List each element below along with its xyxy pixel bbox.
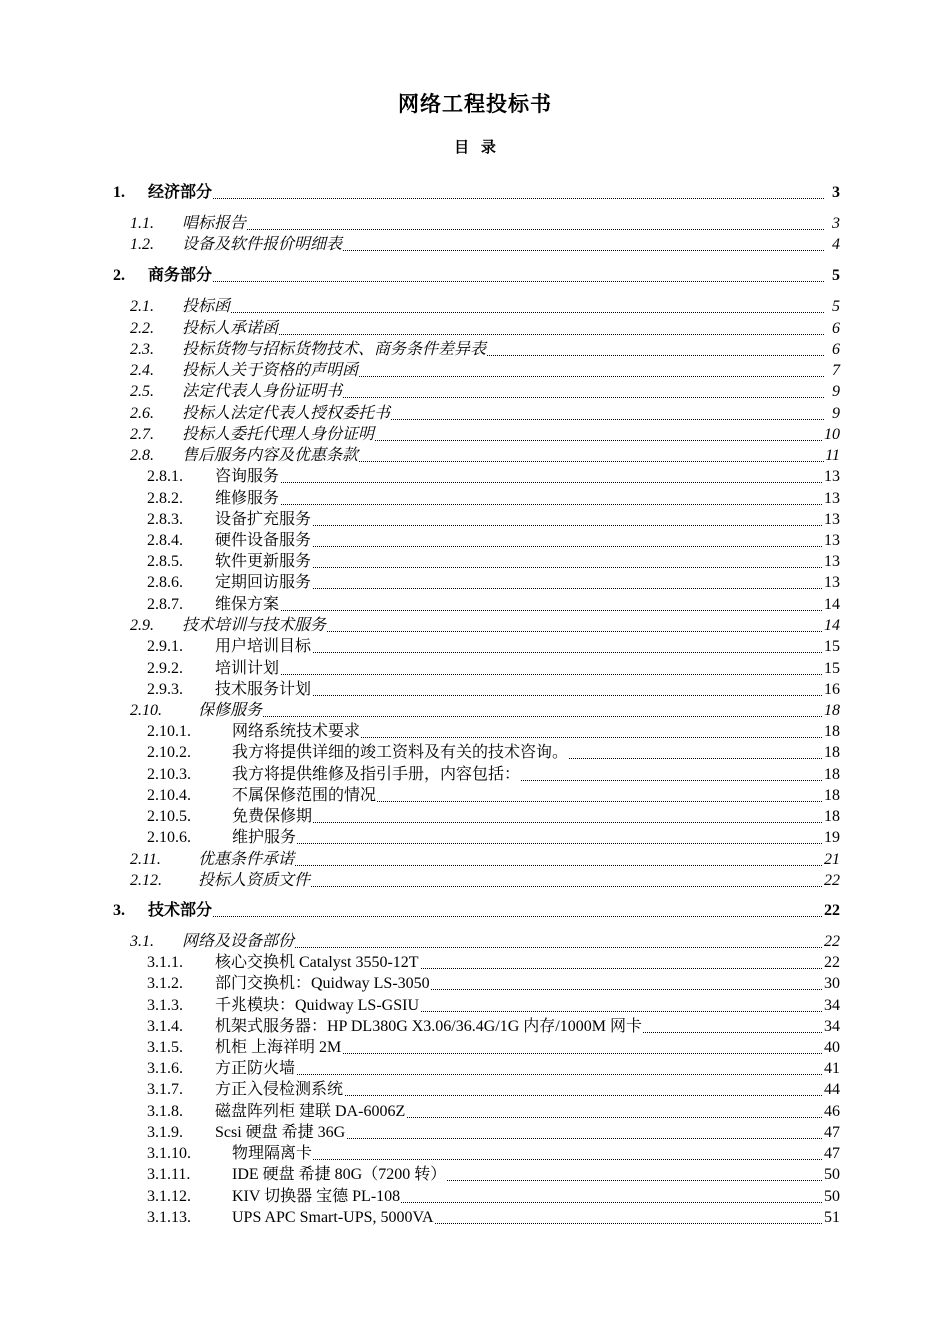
toc-entry-number: 2.8.3. bbox=[147, 511, 183, 528]
toc-entry[interactable] bbox=[0, 403, 950, 424]
toc-entry-title: UPS APC Smart-UPS, 5000VA bbox=[232, 1209, 434, 1226]
toc-entry-title: 咨询服务 bbox=[215, 468, 280, 485]
toc-entry-page: 18 bbox=[824, 766, 840, 783]
toc-entry-page: 10 bbox=[824, 426, 840, 443]
toc-entry[interactable] bbox=[0, 658, 950, 679]
toc-entry-title: KIV 切换器 宝德 PL-108 bbox=[232, 1188, 401, 1205]
toc-entry-title: 唱标报告 bbox=[182, 215, 247, 232]
toc-entry-title: 网络及设备部份 bbox=[182, 933, 295, 950]
toc-entry[interactable] bbox=[0, 900, 950, 921]
toc-entry-page: 13 bbox=[824, 490, 840, 507]
toc-entry-title: 物理隔离卡 bbox=[232, 1145, 313, 1162]
toc-dot-leader bbox=[182, 229, 824, 230]
toc-entry-title: IDE 硬盘 希捷 80G（7200 转） bbox=[232, 1166, 447, 1183]
toc-entry[interactable] bbox=[0, 700, 950, 721]
toc-entry-title: 投标函 bbox=[182, 298, 231, 315]
toc-entry-title: 方正入侵检测系统 bbox=[215, 1081, 344, 1098]
toc-entry-title: 售后服务内容及优惠条款 bbox=[182, 447, 359, 464]
toc-entry-title: 不属保修范围的情况 bbox=[232, 787, 377, 804]
toc-dot-leader bbox=[148, 281, 824, 282]
toc-entry[interactable] bbox=[0, 509, 950, 530]
toc-entry[interactable] bbox=[0, 234, 950, 255]
toc-entry[interactable] bbox=[0, 466, 950, 487]
toc-entry-title: 经济部分 bbox=[148, 184, 213, 201]
toc-entry-page: 22 bbox=[824, 902, 840, 919]
toc-entry-page: 3 bbox=[832, 215, 840, 232]
toc-dot-leader bbox=[215, 674, 824, 675]
toc-entry-title: 技术培训与技术服务 bbox=[182, 617, 327, 634]
toc-entry-title: 培训计划 bbox=[215, 660, 280, 677]
document-title: 网络工程投标书 bbox=[398, 92, 552, 116]
toc-entry[interactable] bbox=[0, 785, 950, 806]
toc-entry[interactable] bbox=[0, 213, 950, 234]
toc-entry[interactable] bbox=[0, 973, 950, 994]
toc-entry-page: 7 bbox=[832, 362, 840, 379]
toc-entry[interactable] bbox=[0, 339, 950, 360]
toc-entry-page: 13 bbox=[824, 532, 840, 549]
toc-entry-number: 2.10. bbox=[130, 702, 162, 719]
toc-entry-number: 3. bbox=[113, 902, 125, 919]
toc-entry-page: 34 bbox=[824, 997, 840, 1014]
toc-entry-number: 3.1.12. bbox=[147, 1188, 191, 1205]
toc-entry[interactable] bbox=[0, 1122, 950, 1143]
toc-entry[interactable] bbox=[0, 615, 950, 636]
toc-entry-page: 46 bbox=[824, 1103, 840, 1120]
toc-entry-title: 投标人委托代理人身份证明 bbox=[182, 426, 375, 443]
toc-entry-page: 41 bbox=[824, 1060, 840, 1077]
toc-entry-number: 2.6. bbox=[130, 405, 154, 422]
toc-entry-title: 投标人关于资格的声明函 bbox=[182, 362, 359, 379]
toc-entry[interactable] bbox=[0, 488, 950, 509]
toc-entry-number: 2.9.2. bbox=[147, 660, 183, 677]
toc-entry-page: 15 bbox=[824, 638, 840, 655]
toc-entry-number: 1. bbox=[113, 184, 125, 201]
toc-dot-leader bbox=[148, 916, 824, 917]
toc-entry-number: 3.1.7. bbox=[147, 1081, 183, 1098]
toc-entry-title: 机架式服务器：HP DL380G X3.06/36.4G/1G 内存/1000M 网卡 bbox=[215, 1018, 642, 1035]
toc-entry-number: 2.8.5. bbox=[147, 553, 183, 570]
toc-entry[interactable] bbox=[0, 721, 950, 742]
toc-entry-number: 2. bbox=[113, 267, 125, 284]
toc-entry-title: 设备扩充服务 bbox=[215, 511, 312, 528]
toc-entry-title: 设备及软件报价明细表 bbox=[182, 236, 343, 253]
toc-entry[interactable] bbox=[0, 679, 950, 700]
toc-entry-page: 6 bbox=[832, 341, 840, 358]
toc-entry-number: 3.1.2. bbox=[147, 975, 183, 992]
toc-entry[interactable] bbox=[0, 764, 950, 785]
toc-entry-number: 2.8.7. bbox=[147, 596, 183, 613]
toc-entry[interactable] bbox=[0, 806, 950, 827]
toc-entry-number: 2.8. bbox=[130, 447, 154, 464]
toc-dot-leader bbox=[215, 504, 824, 505]
toc-entry[interactable] bbox=[0, 318, 950, 339]
toc-entry-number: 2.10.2. bbox=[147, 744, 191, 761]
toc-entry-number: 2.8.2. bbox=[147, 490, 183, 507]
toc-entry-page: 5 bbox=[832, 298, 840, 315]
toc-entry-number: 2.10.5. bbox=[147, 808, 191, 825]
toc-entry-number: 2.9. bbox=[130, 617, 154, 634]
toc-entry-title: 维护服务 bbox=[232, 829, 297, 846]
toc-entry[interactable] bbox=[0, 1143, 950, 1164]
toc-entry-title: 核心交换机 Catalyst 3550-12T bbox=[215, 954, 419, 971]
toc-entry-number: 2.10.3. bbox=[147, 766, 191, 783]
toc-entry-page: 11 bbox=[825, 447, 840, 464]
toc-entry-page: 5 bbox=[832, 267, 840, 284]
toc-entry-number: 2.4. bbox=[130, 362, 154, 379]
toc-entry-number: 1.1. bbox=[130, 215, 154, 232]
toc-entry-page: 13 bbox=[824, 468, 840, 485]
toc-entry[interactable] bbox=[0, 572, 950, 593]
toc-entry-title: 我方将提供详细的竣工资料及有关的技术咨询。 bbox=[232, 744, 569, 761]
toc-entry-title: 定期回访服务 bbox=[215, 574, 312, 591]
toc-entry[interactable] bbox=[0, 360, 950, 381]
toc-entry-number: 3.1.9. bbox=[147, 1124, 183, 1141]
toc-entry-title: 投标人承诺函 bbox=[182, 320, 279, 337]
toc-dot-leader bbox=[232, 822, 824, 823]
toc-entry-page: 3 bbox=[832, 184, 840, 201]
toc-entry-page: 18 bbox=[824, 808, 840, 825]
toc-entry-number: 2.8.6. bbox=[147, 574, 183, 591]
toc-entry-page: 9 bbox=[832, 383, 840, 400]
toc-entry-number: 1.2. bbox=[130, 236, 154, 253]
toc-entry-number: 3.1. bbox=[130, 933, 154, 950]
toc-entry[interactable] bbox=[0, 636, 950, 657]
toc-entry-page: 13 bbox=[824, 511, 840, 528]
toc-entry-title: 免费保修期 bbox=[232, 808, 313, 825]
toc-entry-title: 硬件设备服务 bbox=[215, 532, 312, 549]
toc-entry[interactable] bbox=[0, 381, 950, 402]
toc-entry[interactable] bbox=[0, 424, 950, 445]
toc-entry-number: 3.1.3. bbox=[147, 997, 183, 1014]
toc-dot-leader bbox=[215, 1074, 824, 1075]
toc-entry-number: 2.11. bbox=[130, 851, 161, 868]
toc-entry-page: 44 bbox=[824, 1081, 840, 1098]
toc-entry-number: 2.8.4. bbox=[147, 532, 183, 549]
toc-entry-title: 软件更新服务 bbox=[215, 553, 312, 570]
toc-entry[interactable] bbox=[0, 530, 950, 551]
toc-entry-page: 22 bbox=[824, 872, 840, 889]
toc-entry-page: 40 bbox=[824, 1039, 840, 1056]
toc-entry-page: 13 bbox=[824, 574, 840, 591]
toc-entry[interactable] bbox=[0, 551, 950, 572]
toc-entry[interactable] bbox=[0, 1016, 950, 1037]
toc-entry-page: 22 bbox=[824, 954, 840, 971]
toc-entry[interactable] bbox=[0, 1058, 950, 1079]
toc-entry-number: 3.1.1. bbox=[147, 954, 183, 971]
toc-entry-page: 14 bbox=[824, 596, 840, 613]
toc-entry-page: 47 bbox=[824, 1124, 840, 1141]
toc-entry-page: 30 bbox=[824, 975, 840, 992]
toc-dot-leader bbox=[232, 1159, 824, 1160]
toc-entry-title: 法定代表人身份证明书 bbox=[182, 383, 343, 400]
toc-entry[interactable] bbox=[0, 1037, 950, 1058]
toc-entry-title: 投标人法定代表人授权委托书 bbox=[182, 405, 391, 422]
toc-entry-number: 2.10.4. bbox=[147, 787, 191, 804]
toc-entry-number: 2.12. bbox=[130, 872, 162, 889]
toc-entry[interactable] bbox=[0, 1079, 950, 1100]
toc-entry-title: 优惠条件承诺 bbox=[198, 851, 295, 868]
toc-entry-number: 2.10.6. bbox=[147, 829, 191, 846]
toc-entry-title: 维修服务 bbox=[215, 490, 280, 507]
toc-entry-number: 3.1.13. bbox=[147, 1209, 191, 1226]
toc-entry-title: 技术部分 bbox=[148, 902, 213, 919]
toc-entry-title: 部门交换机：Quidway LS-3050 bbox=[215, 975, 430, 992]
toc-entry[interactable] bbox=[0, 182, 950, 203]
toc-entry-page: 15 bbox=[824, 660, 840, 677]
toc-entry-number: 2.9.1. bbox=[147, 638, 183, 655]
toc-entry-title: 网络系统技术要求 bbox=[232, 723, 361, 740]
toc-entry-number: 3.1.8. bbox=[147, 1103, 183, 1120]
toc-entry-title: 用户培训目标 bbox=[215, 638, 312, 655]
toc-dot-leader bbox=[215, 610, 824, 611]
toc-entry[interactable] bbox=[0, 870, 950, 891]
toc-entry-number: 3.1.6. bbox=[147, 1060, 183, 1077]
toc-entry-page: 50 bbox=[824, 1166, 840, 1183]
toc-entry-number: 2.5. bbox=[130, 383, 154, 400]
toc-entry-page: 14 bbox=[824, 617, 840, 634]
toc-entry-page: 18 bbox=[824, 787, 840, 804]
toc-entry[interactable] bbox=[0, 742, 950, 763]
toc-entry-title: 保修服务 bbox=[198, 702, 263, 719]
toc-entry-page: 51 bbox=[824, 1209, 840, 1226]
toc-entry-page: 13 bbox=[824, 553, 840, 570]
toc-entry-title: Scsi 硬盘 希捷 36G bbox=[215, 1124, 346, 1141]
toc-entry-page: 22 bbox=[824, 933, 840, 950]
toc-entry-page: 4 bbox=[832, 236, 840, 253]
toc-entry[interactable] bbox=[0, 296, 950, 317]
toc-entry-title: 投标货物与招标货物技术、商务条件差异表 bbox=[182, 341, 487, 358]
toc-entry[interactable] bbox=[0, 265, 950, 286]
toc-entry[interactable] bbox=[0, 931, 950, 952]
toc-entry-number: 2.7. bbox=[130, 426, 154, 443]
toc-entry-number: 3.1.10. bbox=[147, 1145, 191, 1162]
toc-dot-leader bbox=[148, 198, 824, 199]
toc-entry-number: 3.1.5. bbox=[147, 1039, 183, 1056]
toc-entry-page: 9 bbox=[832, 405, 840, 422]
toc-entry[interactable] bbox=[0, 827, 950, 848]
toc-entry-page: 16 bbox=[824, 681, 840, 698]
toc-entry-page: 47 bbox=[824, 1145, 840, 1162]
toc-entry-title: 技术服务计划 bbox=[215, 681, 312, 698]
toc-entry[interactable] bbox=[0, 1101, 950, 1122]
toc-heading: 目 录 bbox=[454, 140, 496, 156]
toc-entry-title: 我方将提供维修及指引手册，内容包括： bbox=[232, 766, 521, 783]
toc-entry-number: 2.3. bbox=[130, 341, 154, 358]
toc-entry[interactable] bbox=[0, 1186, 950, 1207]
toc-entry-page: 34 bbox=[824, 1018, 840, 1035]
toc-entry-title: 机柜 上海祥明 2M bbox=[215, 1039, 342, 1056]
toc-entry-title: 维保方案 bbox=[215, 596, 280, 613]
toc-entry-number: 2.8.1. bbox=[147, 468, 183, 485]
toc-entry-page: 19 bbox=[824, 829, 840, 846]
toc-entry[interactable] bbox=[0, 849, 950, 870]
toc-entry[interactable] bbox=[0, 1207, 950, 1228]
toc-entry-number: 2.10.1. bbox=[147, 723, 191, 740]
toc-entry-page: 18 bbox=[824, 723, 840, 740]
toc-entry-number: 3.1.11. bbox=[147, 1166, 191, 1183]
toc-dot-leader bbox=[215, 482, 824, 483]
toc-entry[interactable] bbox=[0, 995, 950, 1016]
toc-entry-number: 3.1.4. bbox=[147, 1018, 183, 1035]
toc-entry-title: 千兆模块：Quidway LS-GSIU bbox=[215, 997, 419, 1014]
toc-dot-leader bbox=[198, 716, 824, 717]
toc-entry-title: 磁盘阵列柜 建联 DA-6006Z bbox=[215, 1103, 406, 1120]
toc-entry-number: 2.1. bbox=[130, 298, 154, 315]
toc-entry-title: 商务部分 bbox=[148, 267, 213, 284]
toc-entry-page: 18 bbox=[824, 744, 840, 761]
toc-entry-number: 2.2. bbox=[130, 320, 154, 337]
toc-entry-page: 18 bbox=[824, 702, 840, 719]
toc-entry-title: 投标人资质文件 bbox=[198, 872, 311, 889]
toc-dot-leader bbox=[182, 312, 824, 313]
toc-entry-title: 方正防火墙 bbox=[215, 1060, 296, 1077]
toc-entry[interactable] bbox=[0, 1164, 950, 1185]
toc-entry-page: 21 bbox=[824, 851, 840, 868]
toc-entry[interactable] bbox=[0, 952, 950, 973]
toc-entry[interactable] bbox=[0, 594, 950, 615]
toc-entry-page: 6 bbox=[832, 320, 840, 337]
toc-dot-leader bbox=[232, 843, 824, 844]
toc-entry-page: 50 bbox=[824, 1188, 840, 1205]
toc-entry[interactable] bbox=[0, 445, 950, 466]
toc-entry-number: 2.9.3. bbox=[147, 681, 183, 698]
